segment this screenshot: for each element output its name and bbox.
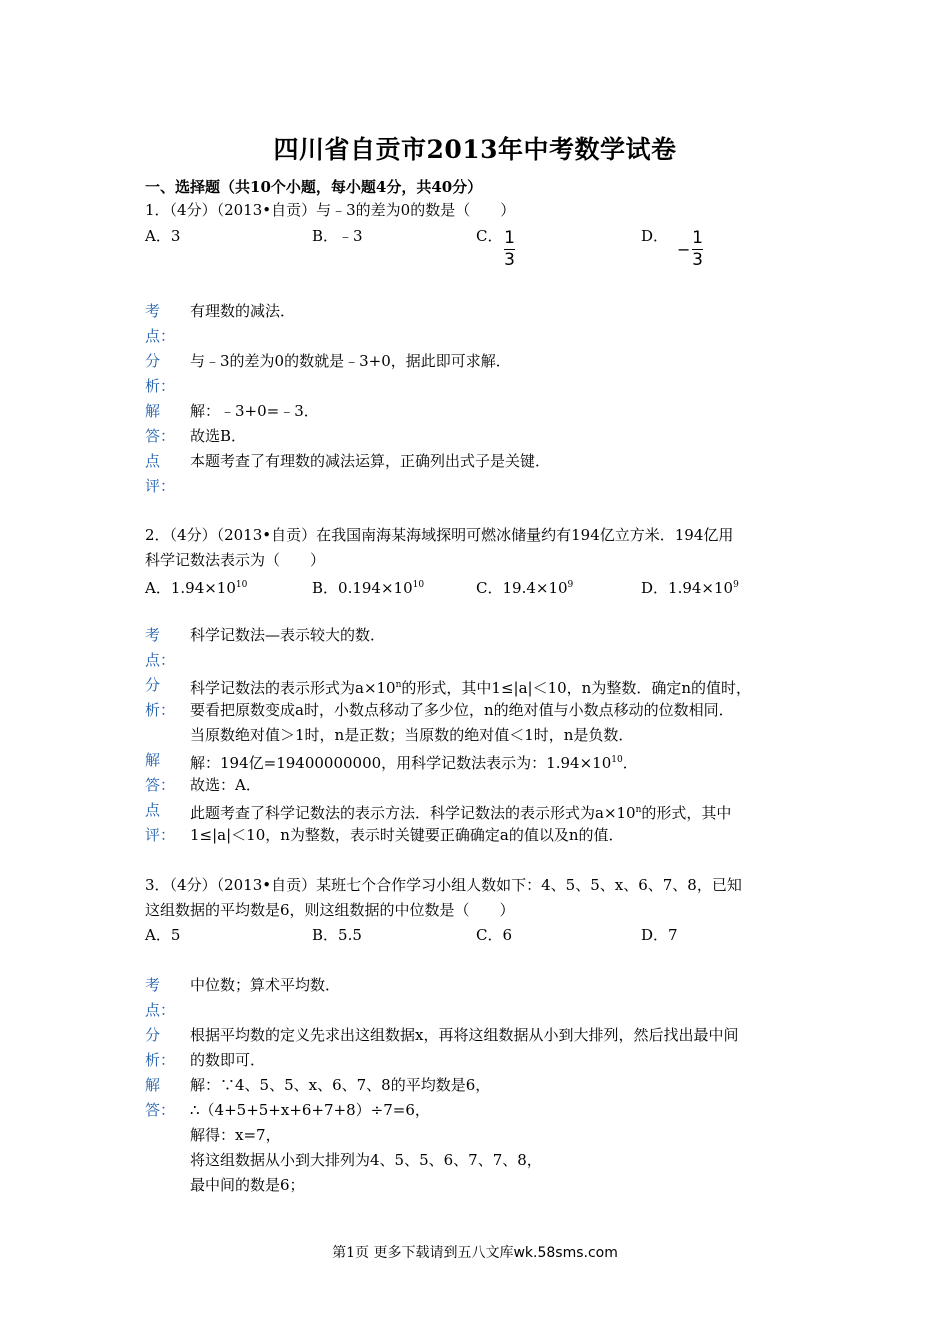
q2-jieda-label-2: 答： (145, 776, 176, 794)
footer-text: 第1页 更多下载请到五八文库 (332, 1245, 514, 1261)
q2-stem-line-1: 2．（4分）（2013•自贡）在我国南海某海域探明可燃冰储量约有194亿立方米．194亿用 (145, 526, 734, 544)
q1-option-c-fraction (504, 230, 515, 269)
q2-dianping-line-1: 此题考查了科学记数法的表示方法．科学记数法的表示形式为$a\times 10^n$的形式，其中 (190, 804, 732, 822)
q1-option-d-minus: − (677, 240, 691, 259)
q2-fenxi-line-3: 当原数绝对值＞1时，n是正数；当原数的绝对值＜1时，n是负数． (190, 726, 634, 744)
fraction-denominator: 3 (504, 250, 515, 270)
q3-kaodian-label-2: 点： (145, 1001, 176, 1019)
q3-jieda-label-2: 答： (145, 1101, 176, 1119)
q3-option-b: B．5.5 (312, 926, 362, 944)
q1-option-d: D． (641, 227, 669, 245)
q1-fenxi-label-1: 分 (145, 352, 161, 370)
q1-jieda-label-2: 答： (145, 427, 176, 445)
q3-jieda-line-4: 将这组数据从小到大排列为4、5、5、6、7、7、8， (190, 1151, 542, 1169)
q3-kaodian: 中位数；算术平均数． (190, 976, 341, 994)
q1-option-d-fraction (692, 230, 703, 269)
q2-jieda-label-1: 解 (145, 751, 161, 769)
q3-jieda-line-1: 解：∵4、5、5、x、6、7、8的平均数是6， (190, 1076, 491, 1094)
q1-fenxi-label-2: 析： (145, 377, 176, 395)
q2-kaodian-label-2: 点： (145, 651, 176, 669)
q3-option-a: A．5 (145, 926, 181, 944)
q2-option-b: B．$0.194\times 10^{10}$ (312, 579, 425, 597)
q2-kaodian-label-1: 考 (145, 626, 161, 644)
q2-jieda-line-2: 故选：A． (190, 776, 261, 794)
q3-kaodian-label-1: 考 (145, 976, 161, 994)
q3-jieda-line-2: ∴（4+5+5+x+6+7+8）÷7=6， (190, 1101, 430, 1119)
q1-jieda-line-1: 解：﹣3+0=﹣3． (190, 402, 319, 420)
q3-jieda-line-5: 最中间的数是6； (190, 1176, 305, 1194)
footer-link[interactable]: wk.58sms.com (513, 1245, 618, 1261)
q2-fenxi-line-2: 要看把原数变成a时，小数点移动了多少位，n的绝对值与小数点移动的位数相同． (190, 701, 734, 719)
q3-fenxi-label-1: 分 (145, 1026, 161, 1044)
fraction-denominator: 3 (692, 250, 703, 270)
fraction-numerator: 1 (692, 228, 703, 248)
q1-dianping: 本题考查了有理数的减法运算，正确列出式子是关键． (190, 452, 551, 470)
section-heading: 一、选择题（共10个小题，每小题4分，共40分） (145, 178, 483, 196)
q3-option-c: C．6 (476, 926, 513, 944)
fraction-numerator: 1 (504, 228, 515, 248)
q2-fenxi-label-2: 析： (145, 701, 176, 719)
q2-option-c: C．$19.4\times 10^9$ (476, 579, 574, 597)
q1-stem: 1．（4分）（2013•自贡）与﹣3的差为0的数是（ ） (145, 201, 516, 219)
q1-dianping-label-1: 点 (145, 452, 161, 470)
q1-kaodian: 有理数的减法． (190, 302, 296, 320)
q2-dianping-line-2: 1≤|a|＜10，n为整数，表示时关键要正确确定a的值以及n的值． (190, 826, 624, 844)
q1-kaodian-label-1: 考 (145, 302, 161, 320)
q2-fenxi-line-1: 科学记数法的表示形式为$a\times 10^n$的形式，其中1≤|a|＜10，n为整数．确定n的值时， (190, 679, 751, 697)
q2-stem-line-2: 科学记数法表示为（ ） (145, 551, 326, 569)
q3-stem-line-2: 这组数据的平均数是6，则这组数据的中位数是（ ） (145, 901, 515, 919)
q2-option-a: A．$1.94\times 10^{10}$ (145, 579, 248, 597)
q3-fenxi-line-2: 的数即可． (190, 1051, 266, 1069)
page-title: 四川省自贡市2013年中考数学试卷 (273, 135, 677, 164)
q3-fenxi-label-2: 析： (145, 1051, 176, 1069)
q2-dianping-label-2: 评： (145, 826, 176, 844)
q2-kaodian: 科学记数法—表示较大的数． (190, 626, 386, 644)
q3-jieda-label-1: 解 (145, 1076, 161, 1094)
q3-jieda-line-3: 解得：x=7， (190, 1126, 281, 1144)
q2-dianping-label-1: 点 (145, 801, 161, 819)
q3-stem-line-1: 3．（4分）（2013•自贡）某班七个合作学习小组人数如下：4、5、5、x、6、7、8，已知 (145, 876, 742, 894)
q1-dianping-label-2: 评： (145, 477, 176, 495)
q1-jieda-line-2: 故选B． (190, 427, 247, 445)
page-footer (0, 1242, 950, 1262)
q2-option-d: D．$1.94\times 10^9$ (641, 579, 739, 597)
q2-fenxi-label-1: 分 (145, 676, 161, 694)
q1-kaodian-label-2: 点： (145, 327, 176, 345)
q2-jieda-line-1: 解：194亿=19400000000，用科学记数法表示为：$1.94\times 10^{10}$． (190, 754, 638, 772)
q1-jieda-label-1: 解 (145, 402, 161, 420)
q1-option-b: B．﹣3 (312, 227, 363, 245)
q1-fenxi: 与﹣3的差为0的数就是﹣3+0，据此即可求解． (190, 352, 511, 370)
q1-option-a: A．3 (145, 227, 181, 245)
q1-option-c: C． (476, 227, 503, 245)
q3-option-d: D．7 (641, 926, 678, 944)
q3-fenxi-line-1: 根据平均数的定义先求出这组数据x，再将这组数据从小到大排列，然后找出最中间 (190, 1026, 739, 1044)
